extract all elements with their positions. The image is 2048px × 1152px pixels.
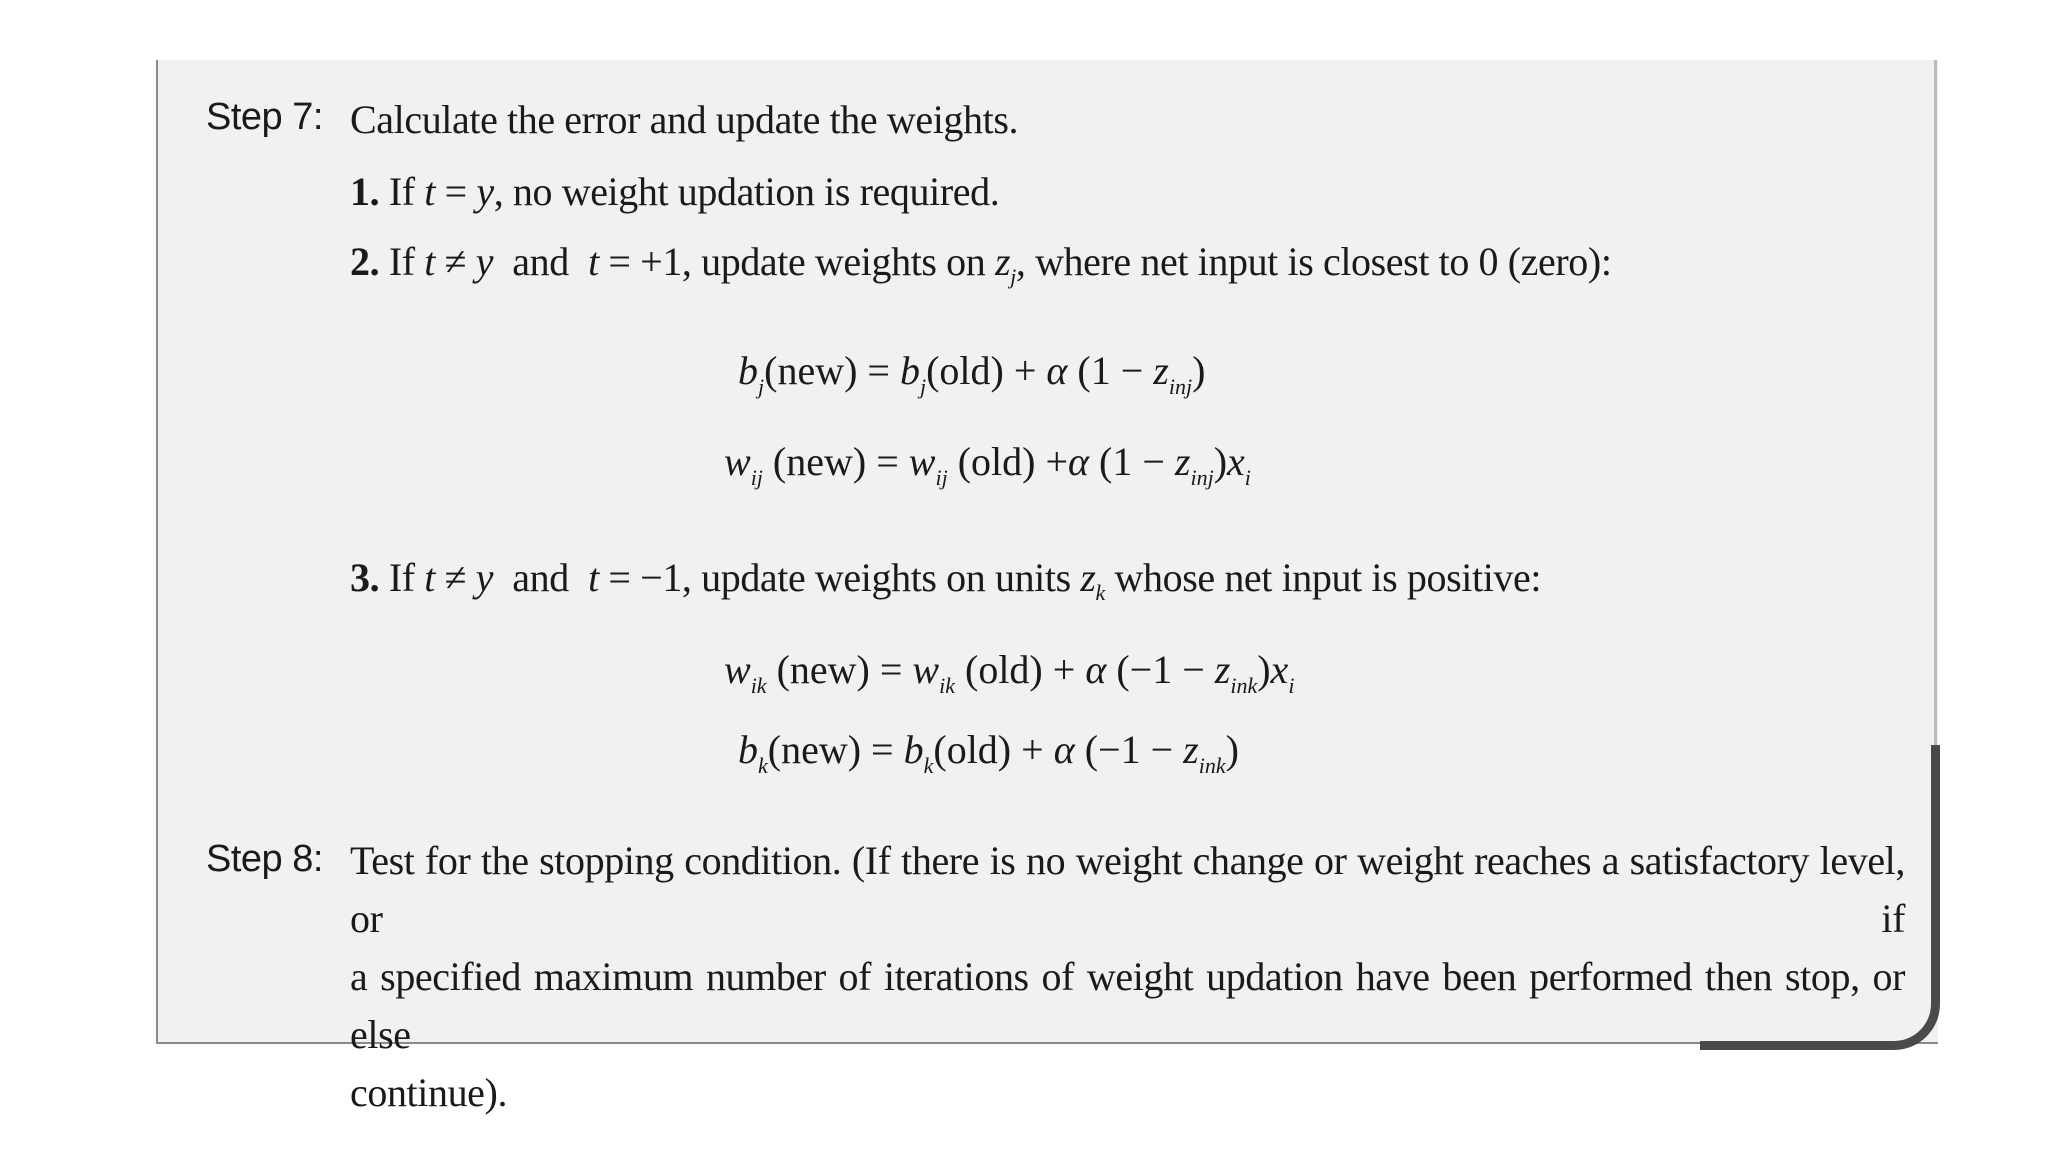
eq1-b2: b	[899, 348, 920, 393]
item-2-tail: , where net input is closest to 0 (zero):	[1015, 239, 1612, 284]
eq4-sub-k2: k	[923, 753, 934, 778]
item-2-neq: ≠	[434, 239, 476, 284]
item-3-z-sub: k	[1095, 580, 1105, 605]
step-8-line-1: Test for the stopping condition. (If there is no weight change or weight reaches a satisfactory level, or if	[350, 838, 1905, 941]
item-2-z: z	[994, 239, 1011, 284]
item-3-cond: = −1, update weights on units	[598, 555, 1081, 600]
eq4-b: b	[738, 727, 758, 772]
eq4-b2: b	[903, 727, 924, 772]
eq3-z-sub: ink	[1230, 673, 1258, 698]
step-7-label: Step 7:	[206, 96, 323, 138]
item-2-z-sub: j	[1010, 264, 1016, 289]
eq2-rest: (1 −	[1089, 439, 1175, 484]
eq1-z: z	[1153, 348, 1169, 393]
box-right-border	[1934, 60, 1937, 750]
item-3-tail: whose net input is positive:	[1104, 555, 1542, 600]
eq1-close: )	[1192, 348, 1206, 393]
item-3-neq: ≠	[434, 555, 476, 600]
equation-bias-j	[738, 347, 1206, 399]
step-7-text: Calculate the error and update the weights.	[350, 97, 1019, 142]
eq3-x-sub: i	[1288, 673, 1295, 698]
eq4-alpha: α	[1053, 727, 1075, 772]
eq1-z-sub: inj	[1168, 374, 1193, 399]
eq3-sub-ik2: ik	[939, 673, 955, 698]
item-1-relation: =	[434, 169, 477, 214]
eq2-z: z	[1174, 439, 1191, 484]
eq2-sub-ij2: ij	[935, 465, 948, 490]
item-3-t: t	[424, 555, 435, 600]
eq2-old: (old) +	[947, 439, 1068, 484]
item-3-number: 3.	[350, 555, 380, 600]
eq3-z: z	[1214, 647, 1231, 692]
eq2-new: (new) =	[762, 439, 909, 484]
equation-weight-ij	[724, 438, 1251, 490]
item-3	[350, 554, 1541, 606]
item-2	[350, 238, 1612, 290]
eq2-close: )	[1213, 439, 1228, 484]
eq3-new: (new) =	[766, 647, 913, 692]
eq3-alpha: α	[1085, 647, 1107, 692]
eq1-sub-j2: j	[919, 374, 927, 399]
equation-bias-k	[738, 726, 1239, 778]
eq2-x: x	[1227, 439, 1245, 484]
eq4-sub-k: k	[758, 753, 768, 778]
eq4-rest: (−1 −	[1074, 727, 1184, 772]
item-1-y: y	[476, 169, 494, 214]
item-3-t2: t	[588, 555, 599, 600]
eq4-z-sub: ink	[1198, 753, 1226, 778]
step-8-paragraph	[350, 832, 1905, 1122]
eq1-b: b	[738, 348, 758, 393]
item-2-if: If	[388, 239, 425, 284]
eq4-old: (old) +	[933, 727, 1054, 772]
eq3-w: w	[724, 647, 751, 692]
eq2-w: w	[724, 439, 751, 484]
eq2-sub-ij: ij	[750, 465, 763, 490]
eq2-w2: w	[908, 439, 936, 484]
item-2-t: t	[424, 239, 435, 284]
item-1	[350, 168, 999, 215]
eq4-close: )	[1225, 727, 1239, 772]
eq4-z: z	[1183, 727, 1199, 772]
item-2-number: 2.	[350, 239, 380, 284]
eq3-x: x	[1270, 647, 1289, 692]
eq2-alpha: α	[1068, 439, 1089, 484]
eq2-x-sub: i	[1244, 465, 1251, 490]
eq2-z-sub: inj	[1190, 465, 1214, 490]
item-1-if: If	[388, 169, 425, 214]
eq3-sub-ik: ik	[750, 673, 767, 698]
item-2-y: y	[475, 239, 494, 284]
eq1-sub-j: j	[758, 374, 765, 399]
item-2-cond: = +1, update weights on	[598, 239, 995, 284]
item-1-number: 1.	[350, 169, 380, 214]
eq3-w2: w	[912, 647, 940, 692]
eq3-close: )	[1257, 647, 1271, 692]
equation-weight-ik	[724, 646, 1295, 698]
eq1-alpha: α	[1046, 348, 1068, 393]
eq4-new: (new) =	[767, 727, 904, 772]
step-8-line-3: continue).	[350, 1070, 508, 1115]
item-1-text: , no weight updation is required.	[493, 169, 1000, 214]
item-2-and: and	[493, 239, 589, 284]
eq1-old: (old) +	[926, 348, 1047, 393]
eq1-new: (new) =	[764, 348, 900, 393]
item-3-y: y	[475, 555, 494, 600]
step-8-label: Step 8:	[206, 838, 323, 880]
item-3-and: and	[493, 555, 589, 600]
item-3-z: z	[1080, 555, 1096, 600]
eq1-rest: (1 −	[1067, 348, 1154, 393]
item-1-t: t	[424, 169, 435, 214]
step-8-line-2: a specified maximum number of iterations of weight updation have been performed then stop, or else	[350, 954, 1905, 1057]
eq3-rest: (−1 −	[1106, 647, 1215, 692]
item-3-if: If	[388, 555, 425, 600]
item-2-t2: t	[588, 239, 599, 284]
eq3-old: (old) +	[955, 647, 1086, 692]
